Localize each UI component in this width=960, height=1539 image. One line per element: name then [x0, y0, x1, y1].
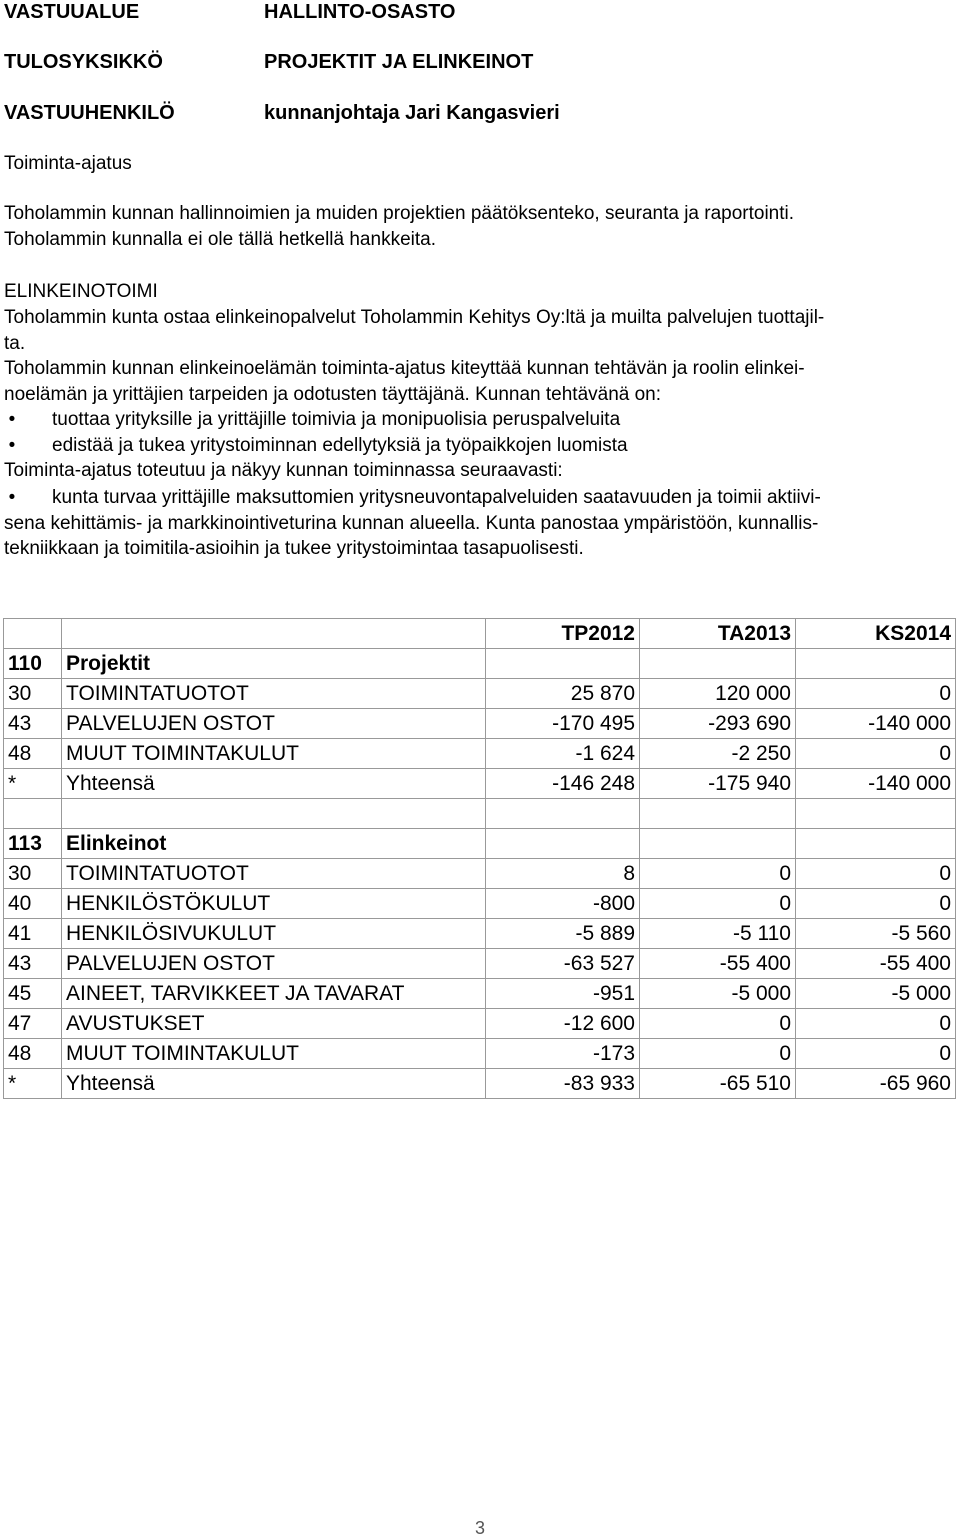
section-name: Projektit	[62, 649, 486, 679]
value-cell: 120 000	[640, 679, 796, 709]
section-name: Elinkeinot	[62, 829, 486, 859]
bullet-icon: •	[8, 435, 16, 456]
table-cell	[4, 619, 62, 649]
row-name: TOIMINTATUOTOT	[62, 859, 486, 889]
header-label: VASTUUALUE	[4, 1, 140, 23]
row-code: *	[4, 769, 62, 799]
table-row	[4, 979, 956, 1009]
value-cell: -293 690	[640, 709, 796, 739]
row-code: 45	[4, 979, 62, 1009]
value-cell: -5 000	[640, 979, 796, 1009]
value-cell: -5 110	[640, 919, 796, 949]
row-code: 48	[4, 1039, 62, 1069]
value-cell: 0	[640, 1009, 796, 1039]
value-cell: -170 495	[486, 709, 640, 739]
section-row	[4, 829, 956, 859]
paragraph-line: Toholammin kunnan hallinnoimien ja muiden projektien päätöksenteko, seuranta ja raportointi.	[4, 203, 795, 224]
table-row	[4, 1009, 956, 1039]
table-row	[4, 679, 956, 709]
row-name: AINEET, TARVIKKEET JA TAVARAT	[62, 979, 486, 1009]
row-code: 41	[4, 919, 62, 949]
value-cell: 0	[796, 679, 956, 709]
value-cell: 0	[796, 739, 956, 769]
table-cell	[4, 799, 62, 829]
header-label: VASTUUHENKILÖ	[4, 102, 175, 124]
table-row	[4, 919, 956, 949]
value-cell: -140 000	[796, 769, 956, 799]
row-name: TOIMINTATUOTOT	[62, 679, 486, 709]
table-header-row	[4, 619, 956, 649]
table-row	[4, 949, 956, 979]
row-name: HENKILÖSTÖKULUT	[62, 889, 486, 919]
section-heading-mission: Toiminta-ajatus	[4, 153, 132, 174]
page-number: 3	[474, 1518, 485, 1538]
total-row	[4, 1069, 956, 1099]
table-cell	[62, 799, 486, 829]
row-name: MUUT TOIMINTAKULUT	[62, 739, 486, 769]
row-code: 30	[4, 859, 62, 889]
budget-table-business	[3, 798, 956, 1099]
list-item-text: kunta turvaa yrittäjille maksuttomien yritysneuvontapalveluiden saatavuuden ja toimii aktiivi-	[52, 487, 821, 508]
table-cell	[640, 829, 796, 859]
value-cell: -5 000	[796, 979, 956, 1009]
value-cell: 0	[640, 859, 796, 889]
table-row	[4, 889, 956, 919]
value-cell: -12 600	[486, 1009, 640, 1039]
value-cell: -55 400	[640, 949, 796, 979]
value-cell: -2 250	[640, 739, 796, 769]
bullet-icon: •	[8, 409, 16, 430]
header-value: PROJEKTIT JA ELINKEINOT	[264, 51, 534, 73]
row-code: *	[4, 1069, 62, 1099]
row-name: HENKILÖSIVUKULUT	[62, 919, 486, 949]
total-row	[4, 769, 956, 799]
table-cell	[796, 829, 956, 859]
row-code: 48	[4, 739, 62, 769]
budget-table-projects	[3, 618, 956, 799]
section-code: 113	[4, 829, 62, 859]
value-cell: -5 560	[796, 919, 956, 949]
header-label: TULOSYKSIKKÖ	[4, 51, 163, 73]
row-code: 30	[4, 679, 62, 709]
table-row	[4, 739, 956, 769]
row-name: PALVELUJEN OSTOT	[62, 949, 486, 979]
value-cell: -146 248	[486, 769, 640, 799]
value-cell: 0	[796, 1039, 956, 1069]
paragraph-line: noelämän ja yrittäjien tarpeiden ja odotusten täyttäjänä. Kunnan tehtävänä on:	[4, 384, 662, 405]
value-cell: -55 400	[796, 949, 956, 979]
row-code: 40	[4, 889, 62, 919]
column-header: TP2012	[486, 619, 640, 649]
value-cell: -83 933	[486, 1069, 640, 1099]
paragraph-line: Toholammin kunnan elinkeinoelämän toiminta-ajatus kiteyttää kunnan tehtävän ja roolin elinkei-	[4, 358, 805, 379]
table-cell	[796, 799, 956, 829]
value-cell: -63 527	[486, 949, 640, 979]
value-cell: 0	[640, 889, 796, 919]
spacer-row	[4, 799, 956, 829]
value-cell: 0	[640, 1039, 796, 1069]
paragraph-line: ta.	[4, 333, 26, 354]
table-cell	[62, 619, 486, 649]
row-name: Yhteensä	[62, 769, 486, 799]
row-name: AVUSTUKSET	[62, 1009, 486, 1039]
value-cell: 0	[796, 859, 956, 889]
list-item-text: tuottaa yrityksille ja yrittäjille toimivia ja monipuolisia peruspalveluita	[52, 409, 621, 430]
column-header: KS2014	[796, 619, 956, 649]
row-name: Yhteensä	[62, 1069, 486, 1099]
value-cell: 25 870	[486, 679, 640, 709]
table-cell	[486, 649, 640, 679]
table-cell	[796, 649, 956, 679]
section-row	[4, 649, 956, 679]
row-code: 47	[4, 1009, 62, 1039]
value-cell: 8	[486, 859, 640, 889]
row-code: 43	[4, 949, 62, 979]
column-header: TA2013	[640, 619, 796, 649]
row-name: MUUT TOIMINTAKULUT	[62, 1039, 486, 1069]
paragraph-line: tekniikkaan ja toimitila-asioihin ja tukee yritystoimintaa tasapuolisesti.	[4, 538, 584, 559]
row-code: 43	[4, 709, 62, 739]
value-cell: -173	[486, 1039, 640, 1069]
paragraph-line: Toholammin kunta ostaa elinkeinopalvelut Toholammin Kehitys Oy:ltä ja muilta palvelujen tuottajil-	[4, 307, 825, 328]
value-cell: -5 889	[486, 919, 640, 949]
list-item-text: edistää ja tukea yritystoiminnan edellytyksiä ja työpaikkojen luomista	[52, 435, 628, 456]
table-cell	[640, 799, 796, 829]
row-name: PALVELUJEN OSTOT	[62, 709, 486, 739]
value-cell: -65 510	[640, 1069, 796, 1099]
value-cell: -65 960	[796, 1069, 956, 1099]
table-cell	[486, 799, 640, 829]
table-cell	[486, 829, 640, 859]
value-cell: 0	[796, 889, 956, 919]
table-row	[4, 1039, 956, 1069]
table-row	[4, 709, 956, 739]
table-cell	[640, 649, 796, 679]
section-title-business: ELINKEINOTOIMI	[4, 281, 158, 302]
value-cell: 0	[796, 1009, 956, 1039]
header-value: HALLINTO-OSASTO	[264, 1, 456, 23]
bullet-icon: •	[8, 487, 16, 508]
value-cell: -951	[486, 979, 640, 1009]
value-cell: -800	[486, 889, 640, 919]
value-cell: -1 624	[486, 739, 640, 769]
value-cell: -175 940	[640, 769, 796, 799]
header-value: kunnanjohtaja Jari Kangasvieri	[264, 102, 560, 124]
section-code: 110	[4, 649, 62, 679]
paragraph-line: sena kehittämis- ja markkinointiveturina kunnan alueella. Kunta panostaa ympäristöön, kunnallis-	[4, 513, 819, 534]
table-row	[4, 859, 956, 889]
paragraph-line: Toiminta-ajatus toteutuu ja näkyy kunnan toiminnassa seuraavasti:	[4, 460, 563, 481]
paragraph-line: Toholammin kunnalla ei ole tällä hetkellä hankkeita.	[4, 229, 436, 250]
value-cell: -140 000	[796, 709, 956, 739]
